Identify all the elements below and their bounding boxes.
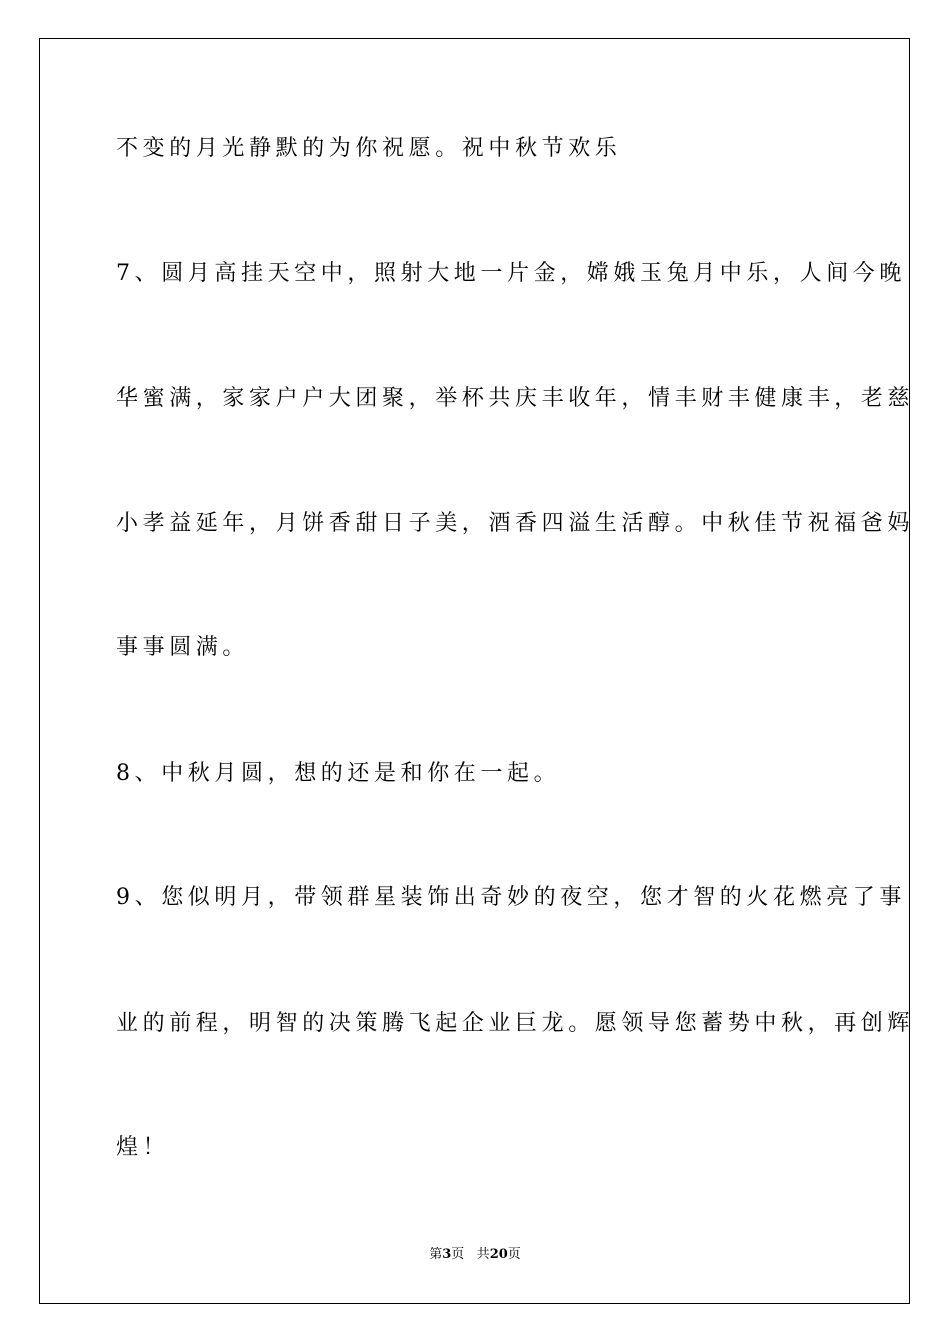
page-number: 3 [442, 1247, 452, 1262]
paragraph-line-9: 煌！ [116, 1135, 170, 1160]
total-suffix: 页 [507, 1247, 521, 1262]
paragraph-line-3: 华蜜满，家家户户大团聚，举杯共庆丰收年，情丰财丰健康丰，老慈 [116, 386, 915, 411]
page-border [39, 38, 910, 1304]
page-suffix: 页 [451, 1247, 465, 1262]
page-prefix: 第 [429, 1247, 443, 1262]
total-prefix: 共 [476, 1247, 490, 1262]
paragraph-line-1: 不变的月光静默的为你祝愿。祝中秋节欢乐 [116, 136, 622, 161]
paragraph-line-7: 9、您似明月，带领群星装饰出奇妙的夜空，您才智的火花燃亮了事 [116, 885, 906, 910]
paragraph-line-4: 小孝益延年，月饼香甜日子美，酒香四溢生活醇。中秋佳节祝福爸妈 [116, 511, 915, 536]
paragraph-line-2: 7、圆月高挂天空中，照射大地一片金，嫦娥玉兔月中乐，人间今晚 [116, 261, 906, 286]
paragraph-line-5: 事事圆满。 [116, 635, 250, 660]
paragraph-line-8: 业的前程，明智的决策腾飞起企业巨龙。愿领导您蓄势中秋，再创辉 [116, 1011, 915, 1036]
paragraph-line-6: 8、中秋月圆，想的还是和你在一起。 [116, 761, 561, 786]
page-footer [0, 1246, 950, 1264]
total-pages: 20 [489, 1247, 508, 1262]
